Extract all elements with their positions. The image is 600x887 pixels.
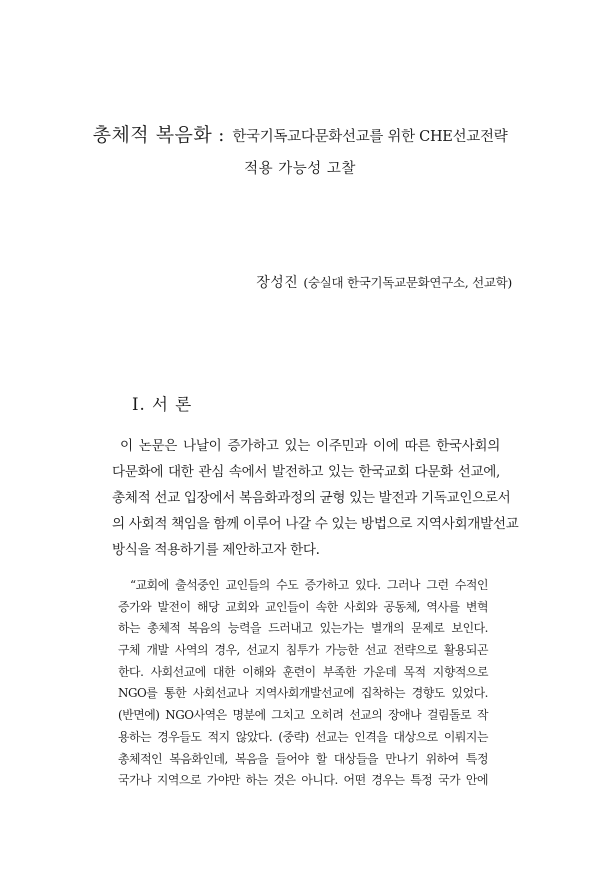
body-line: 다문화에 대한 관심 속에서 발전하고 있는 한국교회 다문화 선교에, [112,464,500,480]
title-subtitle-line2: 적용 가능성 고찰 [244,161,356,177]
quote-line: 한다. 사회선교에 대한 이해와 훈련이 부족한 가운데 목적 지향적으로 [118,664,488,679]
body-line: 총체적 선교 입장에서 복음화과정의 균형 있는 발전과 기독교인으로서 [112,490,511,506]
title-separator: : [218,125,225,146]
quote-line: 국가나 지역으로 가야만 하는 것은 아니다. 어떤 경우는 특정 국가 안에 [118,773,488,788]
quote-line: 총체적인 복음화인데, 복음을 들어야 할 대상들을 만나기 위하여 특정 [118,751,488,766]
quote-line: “교회에 출석중인 교인들의 수도 증가하고 있다. 그러나 그런 수적인 [130,578,488,592]
quote-line: NGO를 통한 사회선교나 지역사회개발선교에 집착하는 경향도 있었다. [118,686,488,701]
section-heading: I. 서 론 [132,395,193,414]
title-subtitle-line1: 한국기독교다문화선교를 위한 CHE선교전략 [232,129,508,145]
author-name: 장성진 [256,275,299,291]
block-quote [118,575,488,792]
quote-line: 구체 개발 사역의 경우, 선교지 침투가 가능한 선교 전략으로 활용되곤 [118,643,488,658]
quote-line: 증가와 발전이 해당 교회와 교인들이 속한 사회와 공동체, 역사를 변혁 [118,599,488,614]
quote-line: 용하는 경우들도 적지 않았다. (중략) 선교는 인격을 대상으로 이뤄지는 [118,729,488,744]
paper-title [0,120,600,147]
title-main: 총체적 복음화 [92,124,213,146]
body-line: 이 논문은 나날이 증가하고 있는 이주민과 이에 따른 한국사회의 [120,438,500,454]
body-paragraph [112,433,519,563]
body-line: 방식을 적용하기를 제안하고자 한다. [112,542,320,558]
quote-line: (반면에) NGO사역은 명분에 그치고 오히려 선교의 장애나 걸림돌로 작 [118,708,488,723]
author-byline [256,272,512,292]
author-affiliation: (숭실대 한국기독교문화연구소, 선교학) [303,275,512,290]
quote-line: 하는 총체적 복음의 능력을 드러내고 있는가는 별개의 문제로 보인다. [118,621,488,636]
body-line: 의 사회적 책임을 함께 이루어 나갈 수 있는 방법으로 지역사회개발선교 [112,516,519,532]
